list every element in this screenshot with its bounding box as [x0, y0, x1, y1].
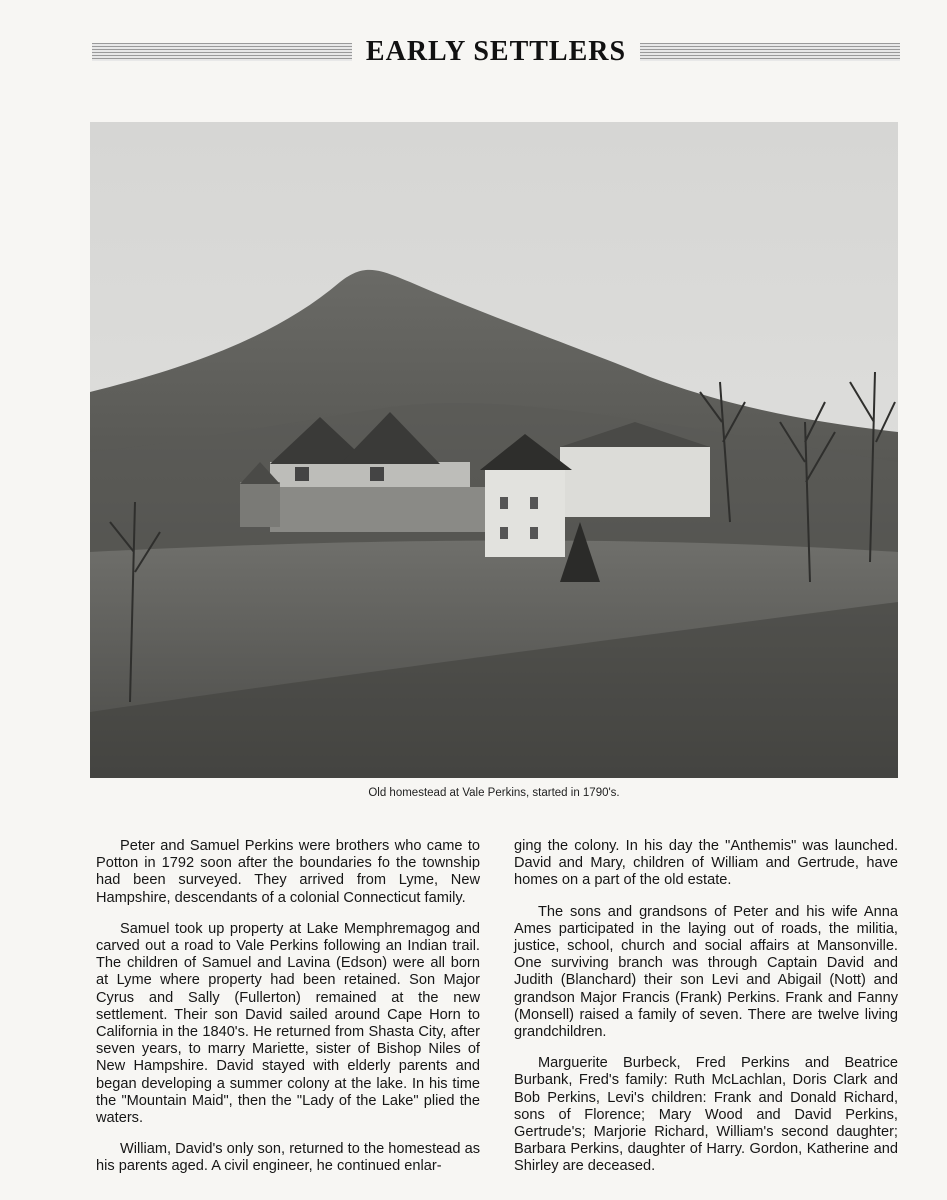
header-rule-right: [640, 43, 900, 61]
page-title: EARLY SETTLERS: [365, 36, 627, 67]
article-column-right: [514, 838, 898, 1190]
paragraph: The sons and grandsons of Peter and his wife Anna Ames participated in the laying out of roads, the militia, justice, school, church and social affairs at Mansonville. One surviving branch was through Captain David and Judith (Blanchard) their son Levi and Abigail (Nott) and grandson Major Francis (Frank) Perkins. Frank and Fanny (Monsell) raised a family of seven. There are twelve living grandchildren.: [514, 903, 898, 1041]
paragraph: William, David's only son, returned to the homestead as his parents aged. A civil engineer, he continued enlar-: [96, 1141, 480, 1175]
photo-caption: Old homestead at Vale Perkins, started in 1790's.: [368, 787, 620, 799]
article-column-left: [96, 838, 480, 1190]
paragraph: Marguerite Burbeck, Fred Perkins and Beatrice Burbank, Fred's family: Ruth McLachlan, Doris Clark and Bob Perkins, Levi's children: Frank and Donald Richard, sons of Florence; Mary Wood and David Perkins, Gertrude's; Marjorie Richard, William's second daughter; Barbara Perkins, daughter of Harry. Gordon, Katherine and Shirley are deceased.: [514, 1055, 898, 1175]
paragraph: Peter and Samuel Perkins were brothers who came to Potton in 1792 soon after the boundaries fo the township had been surveyed. They arrived from Lyme, New Hampshire, descendants of a colonial Connecticut family.: [96, 838, 480, 906]
page-header: [92, 34, 900, 70]
paragraph: ging the colony. In his day the "Anthemis" was launched. David and Mary, children of William and Gertrude, have homes on a part of the old estate.: [514, 838, 898, 889]
header-rule-left: [92, 43, 352, 61]
homestead-photo: [90, 122, 898, 778]
homestead-illustration: [90, 122, 898, 778]
paragraph: Samuel took up property at Lake Memphremagog and carved out a road to Vale Perkins following an Indian trail. The children of Samuel and Lavina (Edson) were all born at Lyme where property had been retained. Son Major Cyrus and Sally (Fullerton) remained at the new settlement. Their son David sailed around Cape Horn to California in the 1840's. He returned from Shasta City, after seven years, to marry Mariette, sister of Bishop Niles of New Hampshire. David stayed with elderly parents and began developing a summer colony at the lake. In his time the "Mountain Maid", then the "Lady of the Lake" plied the waters.: [96, 920, 480, 1127]
